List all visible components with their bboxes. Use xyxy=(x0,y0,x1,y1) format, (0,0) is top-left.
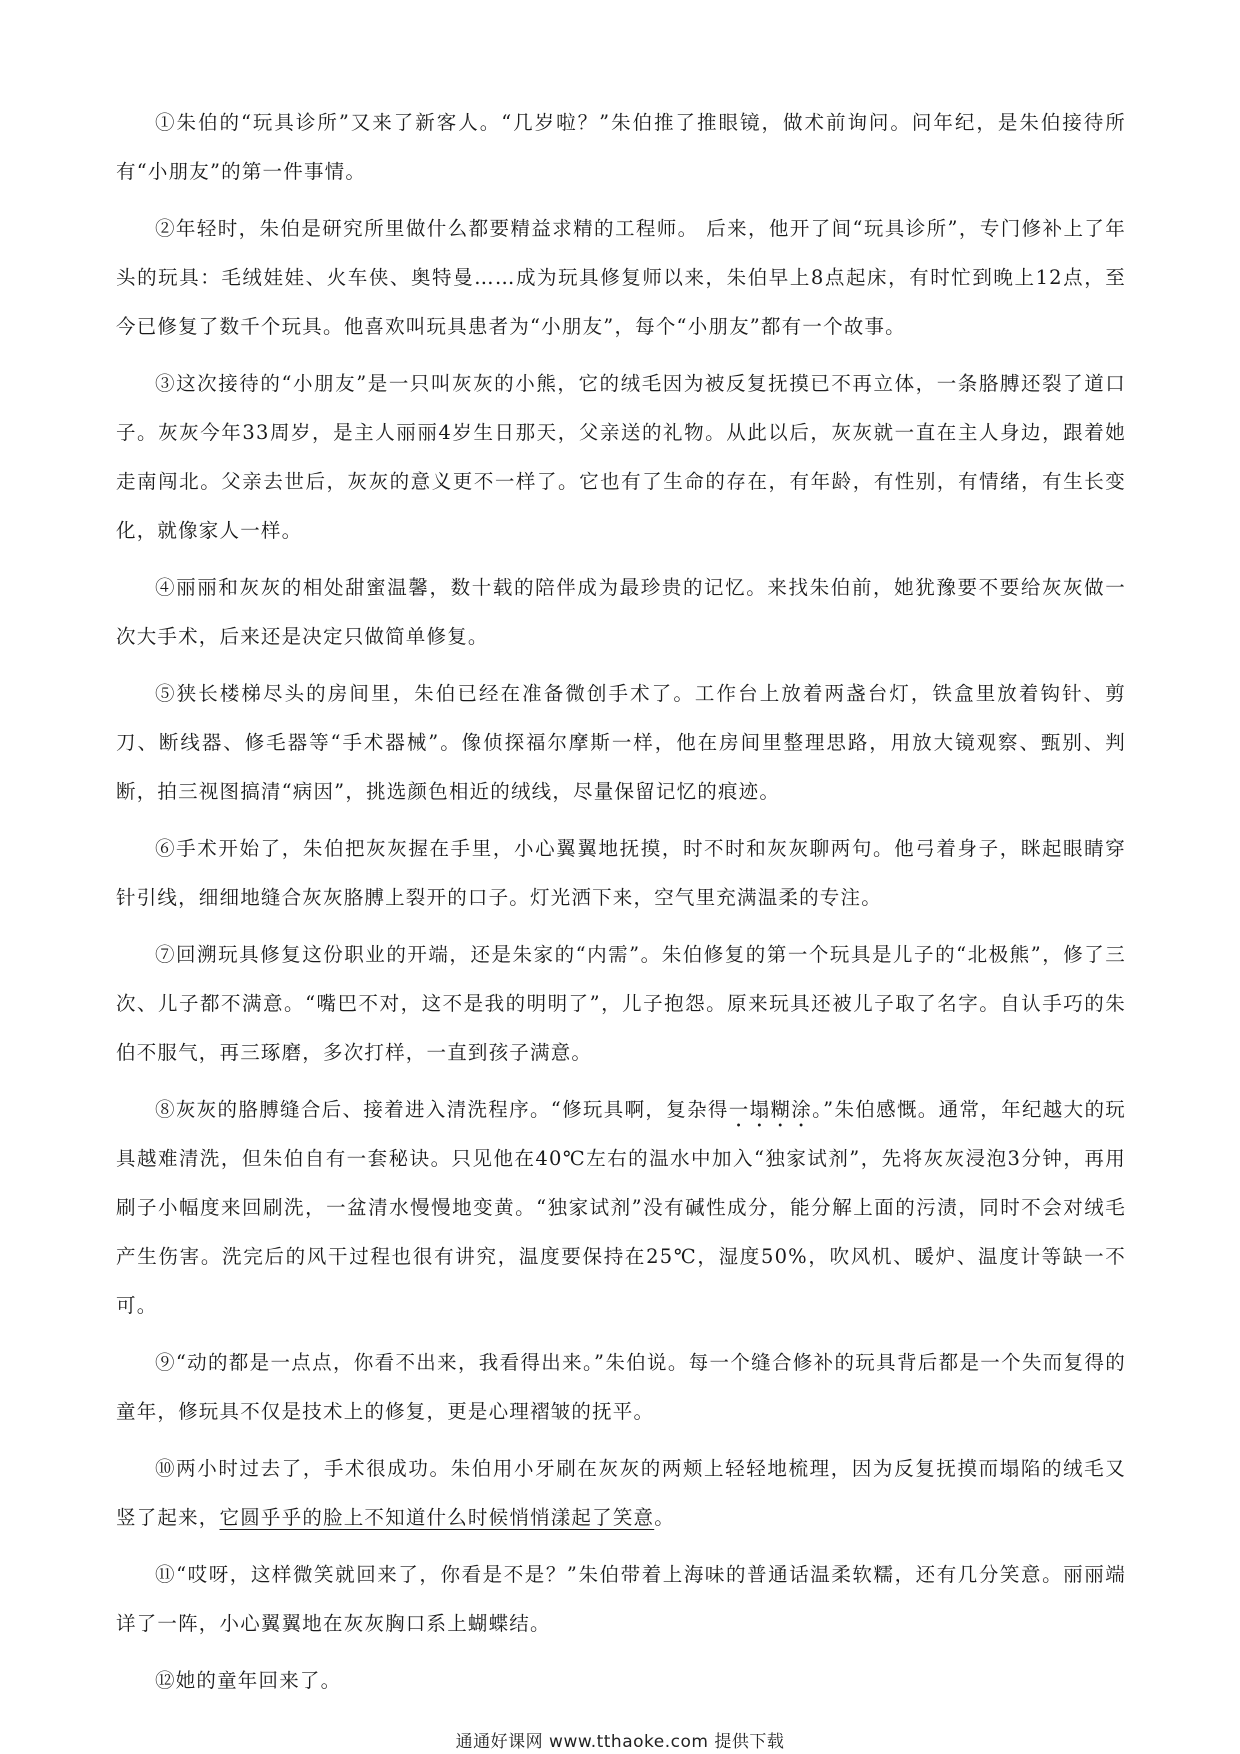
paragraph-3: ③这次接待的“小朋友”是一只叫灰灰的小熊，它的绒毛因为被反复抚摸已不再立体，一条胳膊还裂了道口子。灰灰今年33周岁，是主人丽丽4岁生日那天，父亲送的礼物。从此以后，灰灰就一直在主人身边，跟着她走南闯北。父亲去世后，灰灰的意义更不一样了。它也有了生命的存在，有年龄，有性别，有情绪，有生长变化，就像家人一样。 xyxy=(116,372,1126,542)
paragraph-10-end: 。 xyxy=(654,1506,675,1529)
emphasized-phrase: 一塌糊涂 xyxy=(728,1098,813,1121)
paragraph-10 xyxy=(116,1444,1126,1542)
paragraph-7: ⑦回溯玩具修复这份职业的开端，还是朱家的“内需”。朱伯修复的第一个玩具是儿子的“北极熊”，修了三次、儿子都不满意。“嘴巴不对，这不是我的明明了”，儿子抱怨。原来玩具还被儿子取了名字。自认手巧的朱伯不服气，再三琢磨，多次打样，一直到孩子满意。 xyxy=(116,943,1126,1064)
paragraph-9: ⑨“动的都是一点点，你看不出来，我看得出来。”朱伯说。每一个缝合修补的玩具背后都是一个失而复得的童年，修玩具不仅是技术上的修复，更是心理褶皱的抚平。 xyxy=(116,1351,1126,1423)
paragraph-8-end: 。”朱伯感慨。通常，年纪越大的玩具越难清洗，但朱伯自有一套秘诀。只见他在40℃左右的温水中加入“独家试剂”，先将灰灰浸泡3分钟，再用刷子小幅度来回刷洗，一盆清水慢慢地变黄。“独家试剂”没有碱性成分，能分解上面的污渍，同时不会对绒毛产生伤害。洗完后的风干过程也很有讲究，温度要保持在25℃，湿度50%，吹风机、暖炉、温度计等缺一不可。 xyxy=(116,1098,1126,1317)
paragraph-1: ①朱伯的“玩具诊所”又来了新客人。“几岁啦？”朱伯推了推眼镜，做术前询问。问年纪，是朱伯接待所有“小朋友”的第一件事情。 xyxy=(116,111,1126,183)
paragraph-8-start: ⑧灰灰的胳膊缝合后、接着进入清洗程序。“修玩具啊，复杂得 xyxy=(155,1098,729,1121)
article-body xyxy=(116,98,1126,1713)
paragraph-11: ⑪“哎呀，这样微笑就回来了，你看是不是？”朱伯带着上海味的普通话温柔软糯，还有几分笑意。丽丽端详了一阵，小心翼翼地在灰灰胸口系上蝴蝶结。 xyxy=(116,1563,1126,1635)
paragraph-8 xyxy=(116,1085,1126,1330)
paragraph-10-start: ⑩两小时过去了，手术很成功。朱伯用小牙刷在灰灰的两颊上轻轻地梳理，因为反复抚摸而塌陷的绒毛又竖了起来， xyxy=(116,1457,1126,1529)
paragraph-5: ⑤狭长楼梯尽头的房间里，朱伯已经在准备微创手术了。工作台上放着两盏台灯，铁盒里放着钩针、剪刀、断线器、修毛器等“手术器械”。像侦探福尔摩斯一样，他在房间里整理思路，用放大镜观察、甄别、判断，拍三视图搞清“病因”，挑选颜色相近的绒线，尽量保留记忆的痕迹。 xyxy=(116,682,1126,803)
paragraph-12: ⑫她的童年回来了。 xyxy=(155,1669,342,1692)
paragraph-4: ④丽丽和灰灰的相处甜蜜温馨，数十载的陪伴成为最珍贵的记忆。来找朱伯前，她犹豫要不要给灰灰做一次大手术，后来还是决定只做简单修复。 xyxy=(116,576,1126,648)
paragraph-6: ⑥手术开始了，朱伯把灰灰握在手里，小心翼翼地抚摸，时不时和灰灰聊两句。他弓着身子，眯起眼睛穿针引线，细细地缝合灰灰胳膊上裂开的口子。灯光洒下来，空气里充满温柔的专注。 xyxy=(116,837,1126,909)
download-footer: 通通好课网 www.tthaoke.com 提供下载 xyxy=(455,1732,785,1752)
underlined-sentence: 它圆乎乎的脸上不知道什么时候悄悄漾起了笑意 xyxy=(219,1506,655,1529)
paragraph-2: ②年轻时，朱伯是研究所里做什么都要精益求精的工程师。 后来，他开了间“玩具诊所”，专门修补上了年头的玩具：毛绒娃娃、火车侠、奥特曼……成为玩具修复师以来，朱伯早上8点起床，有时忙到晚上12点，至今已修复了数千个玩具。他喜欢叫玩具患者为“小朋友”，每个“小朋友”都有一个故事。 xyxy=(116,217,1126,338)
